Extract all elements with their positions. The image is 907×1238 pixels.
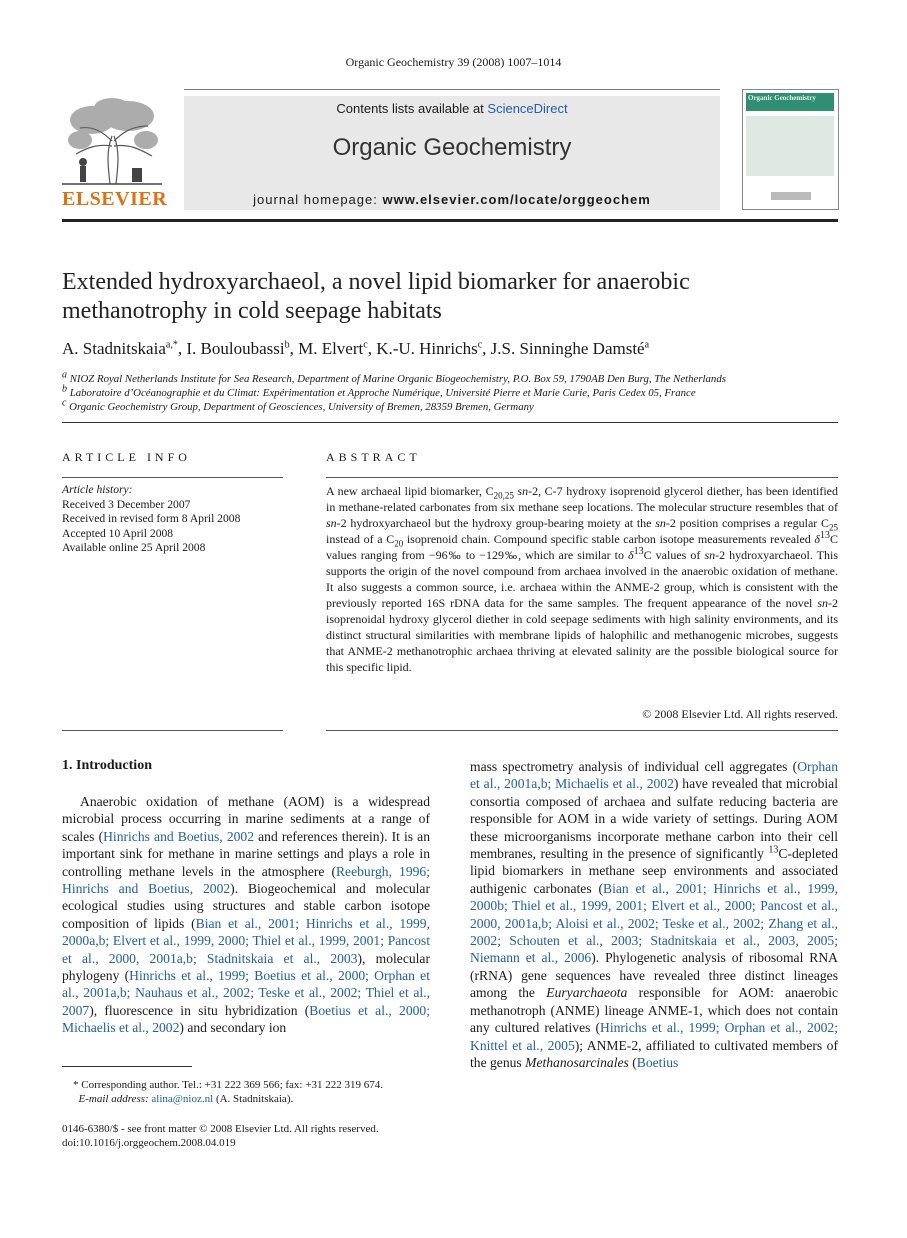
elsevier-tree-icon: [62, 96, 162, 188]
doi-line[interactable]: doi:10.1016/j.orggeochem.2008.04.019: [62, 1137, 236, 1149]
cover-body: [746, 116, 834, 176]
history-accepted: Accepted 10 April 2008: [62, 526, 174, 540]
sciencedirect-link[interactable]: ScienceDirect: [487, 101, 568, 116]
citation-link[interactable]: Hinrichs and Boetius, 2002: [103, 828, 255, 844]
author-affiliation-mark: c: [363, 339, 368, 351]
author-name[interactable]: J.S. Sinninghe Damsté: [490, 339, 645, 358]
citation-link[interactable]: Bian et al., 2001; Hinrichs et al., 1999, 2000b; Thiel et al., 1999, 2001; Elvert et al., 2000; Pancost et al., 2000, 2001a,b; Aloisi et al., 2002; Teske et al., 2002; Zhang et al., 2002; Schouten et al., 2003; Stadnitskaia et al., 2003, 2005; Niemann et al., 2006: [470, 880, 838, 966]
citation-link[interactable]: Orphan et al., 2001a,b; Michaelis et al., 2002: [470, 759, 838, 792]
issn-line: 0146-6380/$ - see front matter © 2008 Elsevier Ltd. All rights reserved.: [62, 1123, 379, 1135]
corresponding-author-footnote: [62, 1078, 430, 1106]
affiliation-key: c: [62, 397, 67, 409]
author-name[interactable]: A. Stadnitskaia: [62, 339, 166, 358]
masthead-top-rule: [184, 89, 720, 90]
journal-homepage: [184, 192, 720, 207]
affiliation-text: NIOZ Royal Netherlands Institute for Sea Research, Department of Marine Organic Biogeochemistry, P.O. Box 59, 1790AB Den Burg, The Netherlands: [69, 373, 726, 385]
body-column-right: mass spectrometry analysis of individual cell aggregates (Orphan et al., 2001a,b; Michaelis et al., 2002) have revealed that microbial consortia composed of archaea and sulfate reducing bacteria are responsible for AOM in a wide variety of settings. During AOM these microorganisms incorporate methane carbon into their cell membranes, resulting in the presence of significantly $^{13}$C-depleted lipid biomarkers in methane seep environments and associated authigenic carbonates (Bian et al., 2001; Hinrichs et al., 1999, 2000b; Thiel et al., 1999, 2001; Elvert et al., 2000; Pancost et al., 2000, 2001a,b; Aloisi et al., 2002; Teske et al., 2002; Zhang et al., 2002; Schouten et al., 2003; Stadnitskaia et al., 2003, 2005; Niemann et al., 2006). Phylogenetic analysis of ribosomal RNA (rRNA) gene sequences have revealed three distinct lineages among the Euryarchaeota responsible for AOM: anaerobic methanotroph (ANME) lineage ANME-1, which does not contain any cultured relatives (Hinrichs et al., 1999; Orphan et al., 2002; Knittel et al., 2005); ANME-2, affiliated to cultivated members of the genus Methanosarcinales (Boetius: [470, 759, 839, 1070]
author-name[interactable]: K.-U. Hinrichs: [376, 339, 478, 358]
publisher-logo[interactable]: [62, 96, 168, 210]
elsevier-wordmark: ELSEVIER: [62, 188, 168, 210]
footnote-email-line: [62, 1092, 430, 1106]
history-online: Available online 25 April 2008: [62, 541, 206, 554]
affiliations: [62, 369, 838, 414]
abstract-heading: ABSTRACT: [326, 450, 421, 464]
affiliation-item: [62, 397, 838, 414]
email-link[interactable]: alina@nioz.nl: [151, 1093, 214, 1105]
citation-link[interactable]: Boetius: [636, 1054, 679, 1070]
footnote-line: * Corresponding author. Tel.: +31 222 369 566; fax: +31 222 319 674.: [62, 1079, 383, 1091]
corresponding-author-text: Corresponding author. Tel.: +31 222 369 566; fax: +31 222 319 674.: [81, 1079, 383, 1091]
history-revised: Received in revised form 8 April 2008: [62, 512, 241, 525]
body-column-left: Anaerobic oxidation of methane (AOM) is a widespread microbial process occurring in marine sediments at a range of scales (Hinrichs and Boetius, 2002 and references therein). It is an important sink for methane in marine settings and plays a role in controlling methane levels in the atmosphere (Reeburgh, 1996; Hinrichs and Boetius, 2002). Biogeochemical and molecular ecological studies using structures and stable carbon isotope composition of lipids (Bian et al., 2001; Hinrichs et al., 1999, 2000a,b; Elvert et al., 1999, 2000; Thiel et al., 1999, 2001; Pancost et al., 2000, 2001a,b; Stadnitskaia et al., 2003), molecular phylogeny (Hinrichs et al., 1999; Boetius et al., 2000; Orphan et al., 2001a,b; Nauhaus et al., 2002; Teske et al., 2002; Thiel et al., 2007), fluorescence in situ hybridization (Boetius et al., 2000; Michaelis et al., 2002) and secondary ion: [62, 794, 431, 1036]
homepage-url[interactable]: www.elsevier.com/locate/orggeochem: [382, 192, 651, 207]
author-name[interactable]: I. Bouloubassi: [186, 339, 285, 358]
citation-link[interactable]: Hinrichs et al., 1999; Orphan et al., 2002; Knittel et al., 2005: [470, 1020, 838, 1053]
running-head: Organic Geochemistry 39 (2008) 1007–1014: [345, 55, 562, 69]
journal-name[interactable]: Organic Geochemistry: [332, 134, 572, 161]
affiliation-key: a: [62, 369, 67, 381]
contents-prefix: Contents lists available at: [336, 101, 488, 116]
abstract-text: A new archaeal lipid biomarker, $C_{20,25}$ sn-2, C-7 hydroxy isoprenoid glycerol diether, has been identified in methane-related carbonates from six methane seep locations. The molecular structure resembles that of sn-2 hydroxyarchaeol but the hydroxy group-bearing moiety at the sn-2 position comprises a regular $C_{25}$ instead of a $C_{20}$ isoprenoid chain. Compound specific stable carbon isotope measurements revealed $\delta^{13}C$ values ranging from −96‰ to −129‰, which are similar to $\delta^{13}C$ values of sn-2 hydroxyarchaeol. This supports the origin of the novel compound from archaea involved in the anaerobic oxidation of methane. It also suggests a common source, i.e. archaea within the ANME-2 group, which is consistent with the previously reported 16S rDNA data for the same samples. The frequent appearance of the novel sn-2 isoprenoidal hydroxy glycerol diether in cold seepage sediments with high salinity environments, and its distinct structural similarities with membrane lipids of halophilic and methanogenic microbes, suggests that ANME-2 methanotrophic archaea thriving at elevated salinity are the possible biological source for this specific lipid.: [326, 484, 839, 674]
contents-line: [184, 101, 720, 116]
citation-link[interactable]: Hinrichs et al., 1999; Boetius et al., 2000; Orphan et al., 2001a,b; Nauhaus et al., 2002; Teske et al., 2002; Thiel et al., 2007: [62, 968, 430, 1018]
homepage-prefix: journal homepage:: [253, 192, 383, 207]
journal-cover-thumbnail[interactable]: [742, 89, 839, 210]
affiliation-item: [62, 369, 838, 386]
abstract-rule: [326, 477, 838, 478]
article-info-rule: [62, 477, 283, 478]
section-heading-introduction: 1. Introduction: [62, 758, 152, 773]
history-received: Received 3 December 2007: [62, 497, 191, 511]
history-label: Article history:: [62, 483, 133, 496]
email-owner: (A. Stadnitskaia).: [215, 1093, 294, 1105]
citation-link[interactable]: Reeburgh, 1996; Hinrichs and Boetius, 2002: [62, 863, 430, 897]
article-info-rule-bottom: [62, 730, 283, 731]
article-info-heading: ARTICLE INFO: [62, 450, 191, 464]
cover-title: Organic Geochemistry: [748, 94, 816, 102]
affiliation-item: [62, 383, 838, 400]
author-affiliation-mark: b: [284, 339, 290, 351]
citation-link[interactable]: Bian et al., 2001; Hinrichs et al., 1999, 2000a,b; Elvert et al., 1999, 2000; Thiel et al., 1999, 2001; Pancost et al., 2000, 2001a,b; Stadnitskaia et al., 2003: [62, 915, 430, 966]
author-affiliation-mark: c: [477, 339, 483, 351]
author-list: A. Stadnitskaia$^{a,*}$, I. Bouloubassi$^b$, M. Elvert$^c$, K.-U. Hinrichs$^c$, J.S. Sinninghe Damsté$^a$: [62, 339, 650, 358]
front-matter: [62, 1122, 430, 1150]
author-name[interactable]: M. Elvert: [298, 339, 364, 358]
email-label: E-mail address:: [78, 1093, 149, 1105]
abstract-rule-bottom: [326, 730, 838, 731]
affiliation-text: Organic Geochemistry Group, Department of Geosciences, University of Bremen, 28359 Bremen, Germany: [69, 401, 534, 413]
author-affiliation-mark: a,*: [165, 339, 178, 351]
footnote-rule: [62, 1066, 192, 1067]
article-history: [62, 483, 283, 556]
affiliation-text: Laboratoire d’Océanographie et du Climat: Expérimentation et Approche Numérique, Université Pierre et Marie Curie, Paris Cedex 05, France: [69, 387, 696, 399]
abstract-copyright: © 2008 Elsevier Ltd. All rights reserved.: [642, 707, 838, 721]
title-block-rule: [62, 422, 838, 423]
author-affiliation-mark: a: [644, 339, 650, 351]
journal-masthead: [184, 96, 720, 210]
cover-footer: [771, 192, 811, 200]
masthead-rule: [62, 219, 838, 222]
affiliation-key: b: [62, 383, 67, 395]
article-title: Extended hydroxyarchaeol, a novel lipid biomarker for anaerobic methanotrophy in cold seepage habitats: [62, 269, 690, 324]
citation-link[interactable]: Boetius et al., 2000; Michaelis et al., 2002: [62, 1002, 430, 1036]
